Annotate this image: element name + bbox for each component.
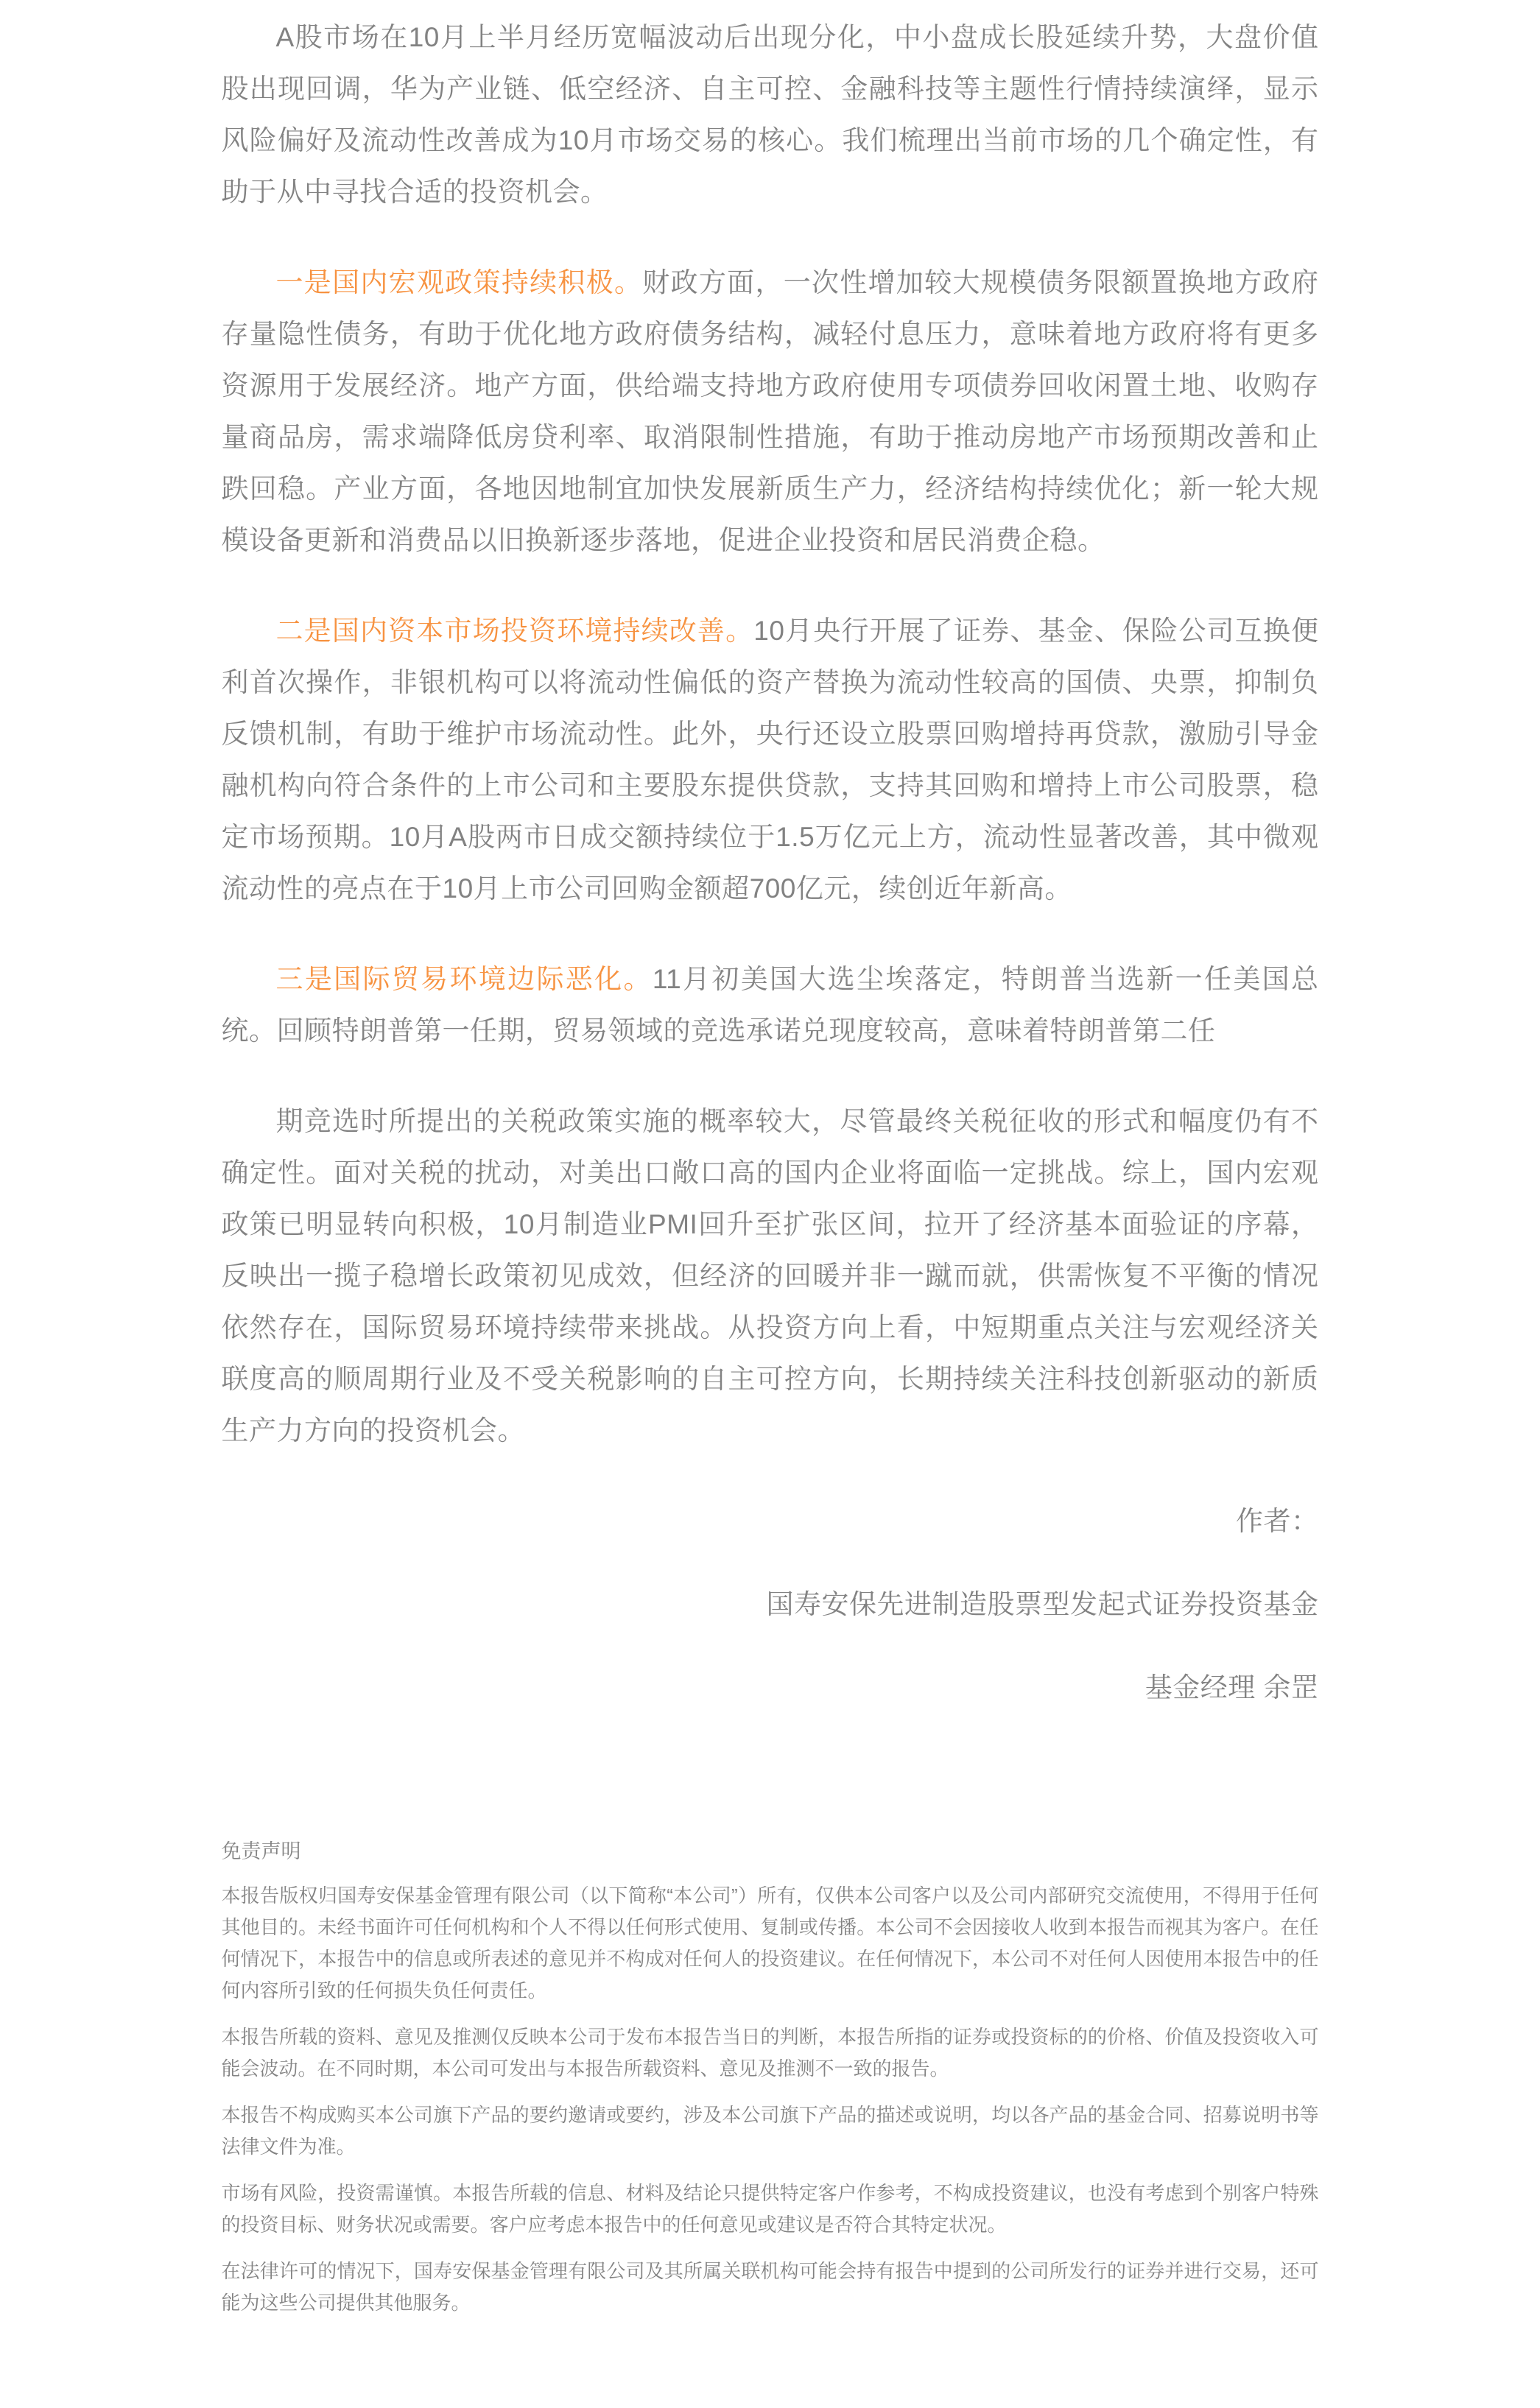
- fund-name: 国寿安保先进制造股票型发起式证券投资基金: [766, 1589, 1319, 1619]
- body-paragraph: [222, 954, 1319, 1057]
- disclaimer-section: [222, 1835, 1319, 2319]
- paragraph-text: 期竞选时所提出的关税政策实施的概率较大，尽管最终关税征收的形式和幅度仍有不确定性。面对关税的扰动，对美出口敞口高的国内企业将面临一定挑战。综上，国内宏观政策已明显转向积极，10月制造业PMI回升至扩张区间，拉开了经济基本面验证的序幕，反映出一揽子稳增长政策初见成效，但经济的回暖并非一蹴而就，供需恢复不平衡的情况依然存在，国际贸易环境持续带来挑战。从投资方向上看，中短期重点关注与宏观经济关联度高的顺周期行业及不受关税影响的自主可控方向，长期持续关注科技创新驱动的新质生产力方向的投资机会。: [221, 1106, 1319, 1446]
- section-heading-1: 一是国内宏观政策持续积极。: [275, 267, 643, 298]
- disclaimer-paragraph: 在法律许可的情况下，国寿安保基金管理有限公司及其所属关联机构可能会持有报告中提到的公司所发行的证券并进行交易，还可能为这些公司提供其他服务。: [221, 2260, 1319, 2314]
- article-body: [222, 12, 1319, 1457]
- paragraph-text: A股市场在10月上半月经历宽幅波动后出现分化，中小盘成长股延续升势，大盘价值股出现回调，华为产业链、低空经济、自主可控、金融科技等主题性行情持续演绎，显示风险偏好及流动性改善成为10月市场交易的核心。我们梳理出当前市场的几个确定性，有助于从中寻找合适的投资机会。: [221, 22, 1319, 207]
- disclaimer-paragraph: 本报告不构成购买本公司旗下产品的要约邀请或要约，涉及本公司旗下产品的描述或说明，均以各产品的基金合同、招募说明书等法律文件为准。: [221, 2104, 1319, 2158]
- fund-manager: 基金经理 余罡: [1145, 1672, 1319, 1703]
- disclaimer-title: 免责声明: [221, 1840, 301, 1862]
- body-paragraph: [222, 605, 1319, 915]
- author-label: 作者：: [1236, 1506, 1319, 1536]
- paragraph-text: 11月初美国大选尘埃落定，特朗普当选新一任美国总统。回顾特朗普第一任期，贸易领域的竞选承诺兑现度较高，意味着特朗普第二任: [221, 964, 1319, 1046]
- author-block: [222, 1496, 1319, 1714]
- paragraph-text: 财政方面，一次性增加较大规模债务限额置换地方政府存量隐性债务，有助于优化地方政府债务结构，减轻付息压力，意味着地方政府将有更多资源用于发展经济。地产方面，供给端支持地方政府使用专项债券回收闲置土地、收购存量商品房，需求端降低房贷利率、取消限制性措施，有助于推动房地产市场预期改善和止跌回稳。产业方面，各地因地制宜加快发展新质生产力，经济结构持续优化；新一轮大规模设备更新和消费品以旧换新逐步落地，促进企业投资和居民消费企稳。: [221, 267, 1319, 555]
- disclaimer-paragraph: 本报告所载的资料、意见及推测仅反映本公司于发布本报告当日的判断，本报告所指的证券或投资标的的价格、价值及投资收入可能会波动。在不同时期，本公司可发出与本报告所载资料、意见及推测不一致的报告。: [221, 2026, 1319, 2080]
- section-heading-3: 三是国际贸易环境边际恶化。: [275, 964, 653, 994]
- document-page: [222, 0, 1319, 2400]
- body-paragraph: [222, 12, 1319, 218]
- disclaimer-paragraph: 本报告版权归国寿安保基金管理有限公司（以下简称“本公司”）所有，仅供本公司客户以及公司内部研究交流使用，不得用于任何其他目的。未经书面许可任何机构和个人不得以任何形式使用、复制或传播。本公司不会因接收人收到本报告而视其为客户。在任何情况下，本报告中的信息或所表述的意见并不构成对任何人的投资建议。在任何情况下，本公司不对任何人因使用本报告中的任何内容所引致的任何损失负任何责任。: [221, 1884, 1319, 2002]
- section-heading-2: 二是国内资本市场投资环境持续改善。: [275, 616, 754, 646]
- disclaimer-paragraph: 市场有风险，投资需谨慎。本报告所载的信息、材料及结论只提供特定客户作参考，不构成投资建议，也没有考虑到个别客户特殊的投资目标、财务状况或需要。客户应考虑本报告中的任何意见或建议是否符合其特定状况。: [221, 2182, 1319, 2236]
- paragraph-text: 10月央行开展了证券、基金、保险公司互换便利首次操作，非银机构可以将流动性偏低的资产替换为流动性较高的国债、央票，抑制负反馈机制，有助于维护市场流动性。此外，央行还设立股票回购增持再贷款，激励引导金融机构向符合条件的上市公司和主要股东提供贷款，支持其回购和增持上市公司股票，稳定市场预期。10月A股两市日成交额持续位于1.5万亿元上方，流动性显著改善，其中微观流动性的亮点在于10月上市公司回购金额超700亿元，续创近年新高。: [221, 616, 1319, 904]
- body-paragraph: [222, 1096, 1319, 1457]
- body-paragraph: [222, 257, 1319, 566]
